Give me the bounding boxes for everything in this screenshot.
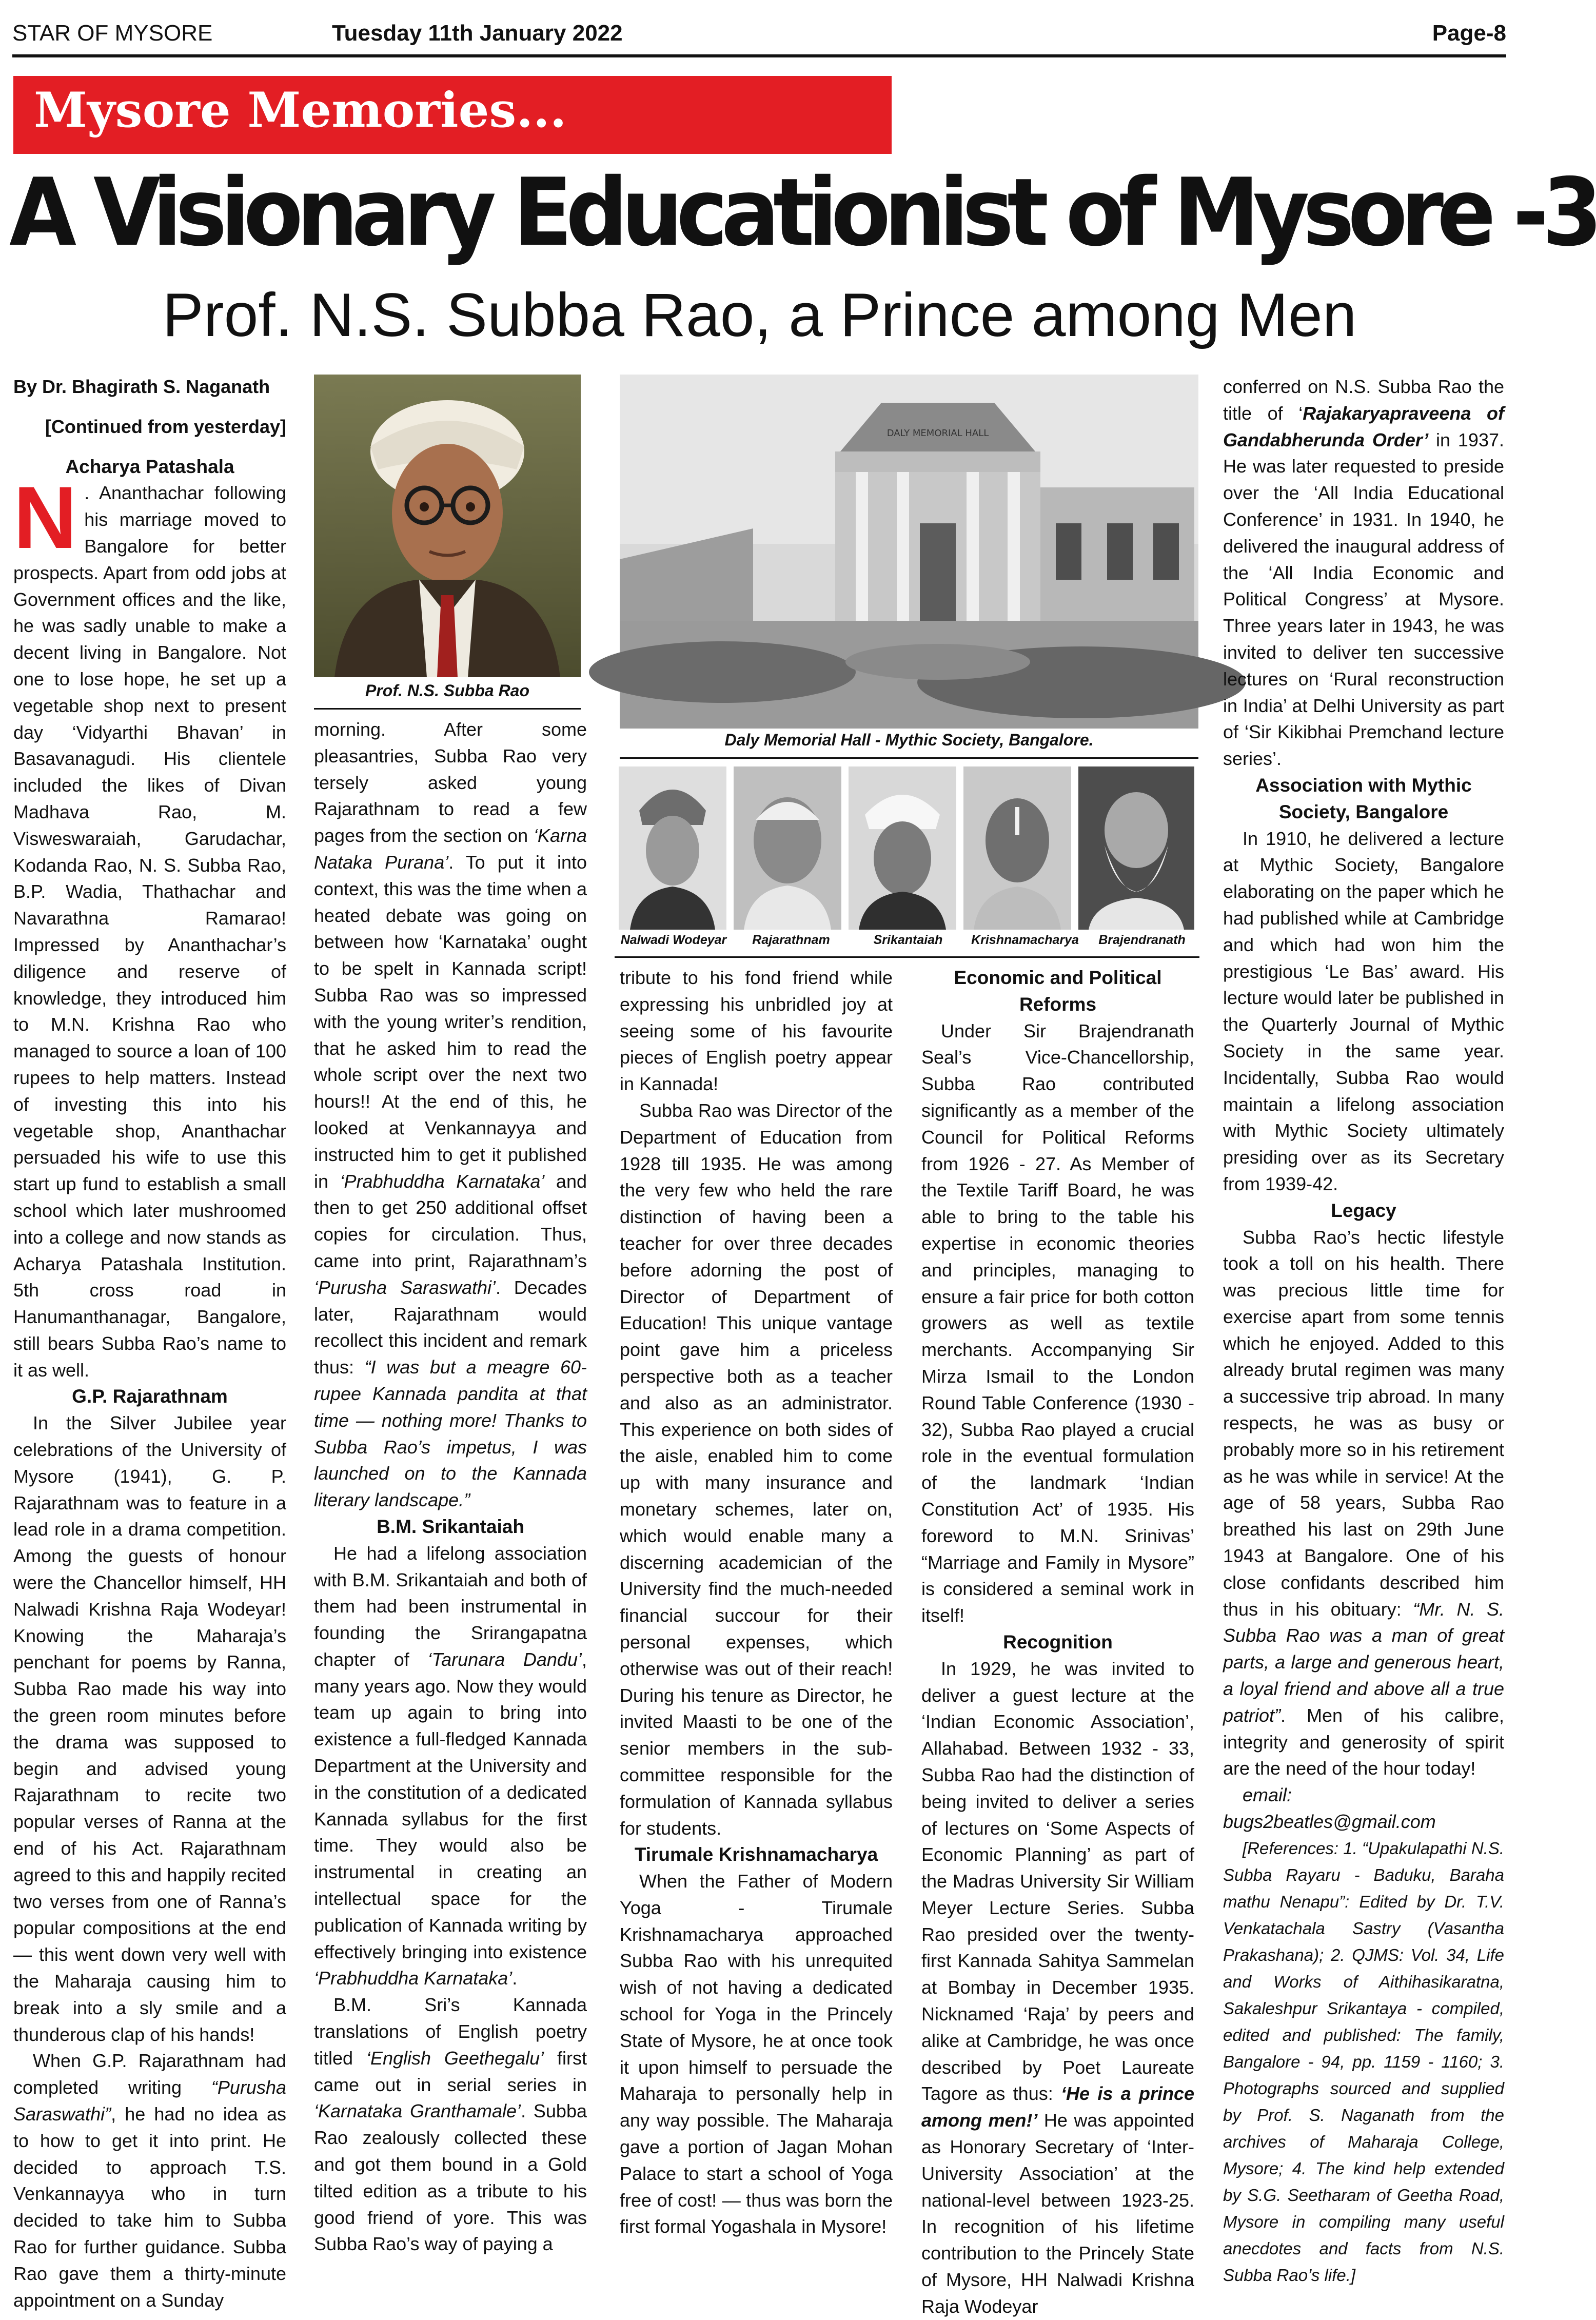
paragraph: In the Silver Jubilee year celebrations of the University of Mysore (1941), G. P. Rajarathnam was to feature in a lead role in a drama competition. Among the guests of honour were the Chancellor himself, HH Nalwadi Krishna Raja Wodeyar! Knowing the Maharaja’s penchant for poems by Ranna, Subba Rao made his way into the green room minutes before the drama was supposed to begin and advised young Rajarathnam to recite two popular verses of Ranna at the end of his Act. Rajarathnam agreed to this and happily recited two verses from one of Ranna’s popular compositions at the end — this went down very well with the Maharaja causing him to break into a sly smile and a thunderous clap of his hands! <box>13 1412 286 2045</box>
column-2 <box>314 716 587 2287</box>
portrait-nalwadi-wodeyar <box>619 766 726 930</box>
paragraph: Subba Rao’s hectic lifestyle took a toll on his health. There was precious little time for exercise apart from some tennis which he enjoyed. Added to this already brutal regimen was many a successive trip abroad. In many respects, he was as busy or probably more so in his retirement as he was while in service! At the age of 58 years, Subba Rao breathed his last on 29th June 1943 at Bangalore. One of his close confidants described him thus in his obituary: “Mr. N. S. Subba Rao was a man of great parts, a large and generous heart, a loyal friend and above all a true patriot”. Men of his calibre, integrity and generosity of spirit are the need of the hour today! <box>1223 1226 1505 1779</box>
subhead-recognition: Recognition <box>1003 1631 1113 1653</box>
portrait-rajarathnam <box>734 766 841 930</box>
subhead-mythic-society: Association with Mythic Society, Bangalore <box>1255 774 1472 822</box>
portrait-photo <box>314 375 581 677</box>
people-rule <box>615 956 1199 958</box>
issue-date: Tuesday 11th January 2022 <box>332 21 623 46</box>
headline: A Visionary Educationist of Mysore -3 <box>9 158 1596 267</box>
subhead-acharya-patashala: Acharya Patashala <box>65 456 234 477</box>
paragraph: morning. After some pleasantries, Subba Rao very tersely asked young Rajarathnam to read a few pages from the section on ‘Karna Nataka Purana’. To put it into context, this was the time when a heated debate was going on between how ‘Karnataka’ ought to be spelt in Kannada script! Subba Rao was so impressed with the young writer’s rendition, that he asked him to read the whole script over the next two hours!! At the end of this, he looked at Venkannayya and instructed him to get it published in ‘Prabhuddha Karnataka’ and then to get 250 additional offset copies for circulation. Thus, came into print, Rajarathnam’s ‘Purusha Saraswathi’. Decades later, Rajarathnam would recollect this incident and remark thus: “I was but a meagre 60-rupee Kannada pandita at that time — nothing more! Thanks to Subba Rao’s impetus, I was launched on to the Kannada literary landscape.” <box>314 719 587 1511</box>
subheadline: Prof. N.S. Subba Rao, a Prince among Men <box>162 281 1357 349</box>
portrait-srikantaiah <box>849 766 956 930</box>
paragraph: tribute to his fond friend while expressing his unbridled joy at seeing some of his favourite pieces of English poetry appear in Kannada! <box>620 967 893 1095</box>
column-3 <box>620 965 893 2287</box>
column-5 <box>1223 373 1504 2287</box>
column-1 <box>13 373 286 2311</box>
paragraph: When the Father of Modern Yoga - Tirumale Krishnamacharya approached Subba Rao with his unrequited wish of not having a dedicated school for Yoga in the Princely State of Mysore, he at once took it upon himself to persuade the Maharaja to personally help in any way possible. The Maharaja gave a portion of Jagan Mohan Palace to start a school of Yoga free of cost! — thus was born the first formal Yogashala in Mysore! <box>620 1871 893 2237</box>
references: [References: 1. “Upakulapathi N.S. Subba Rayaru - Baduku, Baraha mathu Nenapu”: Edited by Dr. T.V. Venkatachala Sastry (Vasantha Prakashana); 2. QJMS: Vol. 34, Life and Works of Aithihasikaratna, Sakaleshpur Srikantaya - compiled, edited and published: The family, Bangalore - 94, pp. 1159 - 1160; 3. Photographs sourced and supplied by Prof. S. Naganath from the archives of Maharaja College, Mysore; 4. The kind help extended by S.G. Seetharam of Geetha Road, Mysore in compiling many useful anecdotes and facts from N.S. Subba Rao’s life.] <box>1223 1838 1504 2285</box>
masthead <box>12 12 1506 57</box>
byline: By Dr. Bhagirath S. Naganath <box>13 376 270 397</box>
paragraph: N . Ananthachar following his marriage moved to Bangalore for better prospects. Apart from odd jobs at Government offices and the like, he was sadly unable to make a decent living in Bangalore. Not one to lose hope, he set up a vegetable shop next to present day ‘Vidyarthi Bhavan’ in Basavanagudi. His clientele included the likes of Divan Madhava Rao, M. Visweswaraiah, Garudachar, Kodanda Rao, N. S. Subba Rao, B.P. Wadia, Thathachar and Navarathna Ramarao! Impressed by Ananthachar’s diligence and reserve of knowledge, they introduced him to M.N. Krishna Rao who managed to source a loan of 100 rupees to help matters. Instead of investing this into his vegetable shop, Ananthachar persuaded his wife to use this start up fund to establish a small school which later mushroomed into a college and now stands as Acharya Patashala Institution. 5th cross road in Hanumanthanagar, Bangalore, still bears Subba Rao’s name to it as well. <box>13 468 286 1381</box>
subhead-gp-rajarathnam: G.P. Rajarathnam <box>72 1386 228 1407</box>
drop-cap: N <box>13 468 77 567</box>
paragraph: Under Sir Brajendranath Seal’s Vice-Chancellorship, Subba Rao contributed significantly as a member of the Council for Political Reforms from 1926 - 27. As Member of the Textile Tariff Board, he was able to bring to the table his expertise in economic theories and principles, managing to ensure a fair price for both cotton growers as well as textile merchants. Accompanying Sir Mirza Ismail to the London Round Table Conference (1930 - 32), Subba Rao played a crucial role in the eventual formulation of the landmark ‘Indian Constitution Act’ of 1935. His foreword to M.N. Srinivas’ “Marriage and Family in Mysore” is considered a seminal work in itself! <box>921 1020 1194 1626</box>
hall-caption: Daly Memorial Hall - Mythic Society, Bangalore. <box>724 731 1094 749</box>
people-caption-3: Srikantaiah <box>873 933 943 947</box>
paragraph: When G.P. Rajarathnam had completed writing “Purusha Saraswathi”, he had no idea as to how to get it into print. He decided to approach T.S. Venkannayya who in turn decided to take him to Subba Rao for further guidance. Subba Rao gave them a thirty-minute appointment on a Sunday <box>13 2050 286 2311</box>
column-4 <box>921 965 1194 2317</box>
portrait-rule <box>314 708 581 710</box>
newspaper-name: STAR OF MYSORE <box>12 21 213 46</box>
people-caption-1: Nalwadi Wodeyar <box>620 933 727 947</box>
paragraph: He had a lifelong association with B.M. Srikantaiah and both of them had been instrumental in founding the Srirangapatna chapter of ‘Tarunara Dandu’, many years ago. Now they would team up again to bring into existence a full-fledged Kannada Department at the University and in the constitution of a dedicated Kannada syllabus for the first time. They would also be instrumental in creating an intellectual space for the publication of Kannada writing by effectively bringing into existence ‘Prabhuddha Karnataka’. <box>314 1542 587 1989</box>
people-strip-photo <box>615 763 1199 933</box>
paragraph: B.M. Sri’s Kannada translations of English poetry titled ‘English Geethegalu’ first came out in serial series in ‘Karnataka Granthamale’. Subba Rao zealously collected these and got them bound in a Gold tilted edition as a tribute to his good friend of yore. This was Subba Rao’s way of paying a <box>314 1994 587 2255</box>
section-banner <box>13 76 892 154</box>
paragraph: In 1929, he was invited to deliver a guest lecture at the ‘Indian Economic Association’, Allahabad. Between 1932 - 33, Subba Rao had the distinction of being invited to deliver a series of lectures on ‘Some Aspects of Economic Planning’ as part of the Madras University Sir William Meyer Lecture Series. Subba Rao presided over the twenty-first Kannada Sahitya Sammelan at Bombay in December 1935. Nicknamed ‘Raja’ by peers and alike at Cambridge, he was once described by Poet Laureate Tagore as thus: ‘He is a prince among men!’ He was appointed as Honorary Secretary of ‘Inter-University Association’ at the national-level between 1923-25. In recognition of his lifetime contribution to the Princely State of Mysore, HH Nalwadi Krishna Raja Wodeyar <box>921 1658 1194 2317</box>
hall-rule <box>620 757 1198 759</box>
paragraph: Subba Rao was Director of the Department of Education from 1928 till 1935. He was among the very few who held the rare distinction of having been a teacher for over three decades before adorning the post of Director of Department of Education! This unique vantage point gave him a priceless perspective both as a teacher and also as an administrator. This experience on both sides of the aisle, enabled him to come up with many insurance and monetary schemes, later on, which would enable many a discerning academician of the University find the much-needed financial succour for their personal expenses, which otherwise was out of their reach! During his tenure as Director, he invited Maasti to be one of the senior members in the sub-committee responsible for the formulation of Kannada syllabus for students. <box>620 1099 893 1839</box>
subhead-bm-srikantaiah: B.M. Srikantaiah <box>377 1516 524 1537</box>
subhead-tirumale-krishnamacharya: Tirumale Krishnamacharya <box>634 1844 878 1865</box>
page-number: Page-8 <box>1432 21 1506 46</box>
author-email: email: bugs2beatles@gmail.com <box>1223 1784 1436 1833</box>
people-caption-2: Rajarathnam <box>752 933 830 947</box>
subhead-economic-political-reforms: Economic and Political Reforms <box>954 967 1162 1015</box>
people-caption-5: Brajendranath <box>1098 933 1186 947</box>
people-caption-4: Krishnamacharya <box>971 933 1079 947</box>
paragraph: In 1910, he delivered a lecture at Mythic Society, Bangalore elaborating on the paper which he had published while at Cambridge and which had won him the prestigious ‘Le Bas’ award. His lecture would later be published in the Quarterly Journal of Mythic Society in the same year. Incidentally, Subba Rao would maintain a lifelong association with Mythic Society ultimately presiding over as its Secretary from 1939-42. <box>1223 828 1504 1194</box>
portrait-krishnamacharya <box>963 766 1071 930</box>
paragraph: conferred on N.S. Subba Rao the title of ‘Rajakaryapraveena of Gandabherunda Order’ in 1937. He was later requested to preside over the ‘All India Educational Conference’ in 1931. In 1940, he delivered the inaugural address of the ‘All India Economic and Political Congress’ at Mysore. Three years later in 1943, he was invited to deliver ten successive lectures on ‘Rural reconstruction in India’ at Delhi University as part of ‘Sir Kikibhai Premchand lecture series’. <box>1223 376 1504 770</box>
continued-note: [Continued from yesterday] <box>45 416 286 437</box>
subhead-legacy: Legacy <box>1331 1200 1396 1221</box>
portrait-brajendranath <box>1078 766 1194 930</box>
hall-sign-text: DALY MEMORIAL HALL <box>886 428 989 439</box>
section-banner-label: Mysore Memories... <box>34 82 567 139</box>
portrait-caption: Prof. N.S. Subba Rao <box>365 681 530 700</box>
hall-photo <box>620 375 1198 729</box>
